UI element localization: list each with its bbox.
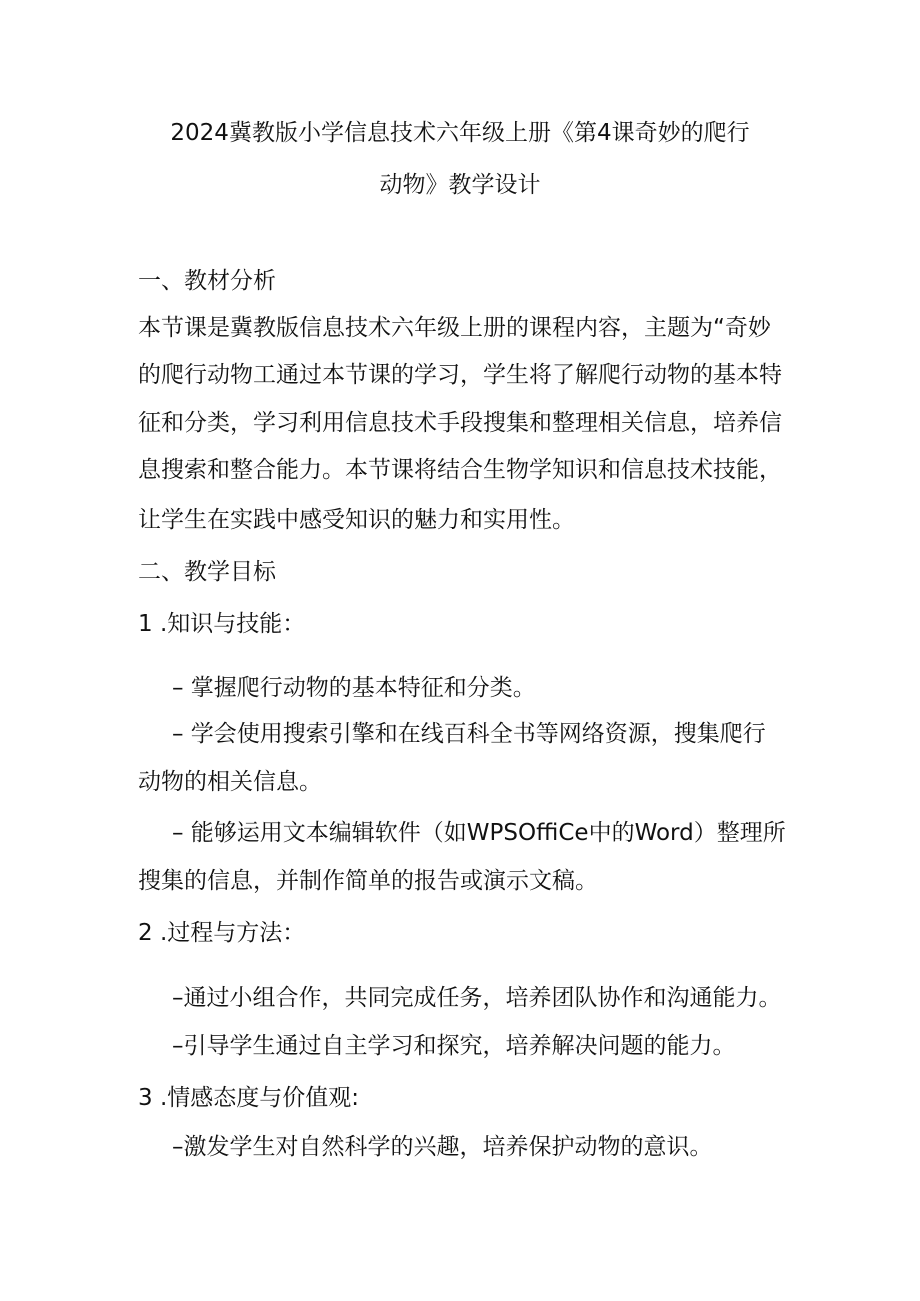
goal3-item: –激发学生对自然科学的兴趣，培养保护动物的意识。 [172,1134,713,1160]
section1-paragraph-line: 让学生在实践中感受知识的魅力和实用性。 [138,507,575,533]
goal1-item: – 学会使用搜索引擎和在线百科全书等网络资源，搜集爬行 [172,721,766,747]
goal2-heading: 2 .过程与方法： [138,920,306,946]
goal1-item-continuation: 动物的相关信息。 [138,769,322,795]
goal1-heading: 1 .知识与技能： [138,611,306,637]
goal1-item-continuation: 搜集的信息，并制作简单的报告或演示文稿。 [138,868,598,894]
goal2-item: –引导学生通过自主学习和探究，培养解决问题的能力。 [172,1033,736,1059]
document-title-line2: 动物》教学设计 [379,172,541,198]
section1-heading: 一、教材分析 [138,268,276,294]
goal3-heading: 3 .情感态度与价值观: [138,1085,360,1111]
goal1-item: – 掌握爬行动物的基本特征和分类。 [172,675,536,701]
goal2-item: –通过小组合作，共同完成任务，培养团队协作和沟通能力。 [172,985,782,1011]
document-title-line1: 2024冀教版小学信息技术六年级上册《第4课奇妙的爬行 [170,120,750,146]
section2-heading: 二、教学目标 [138,559,276,585]
goal1-item: – 能够运用文本编辑软件（如WPSOffiCe中的Word）整理所 [172,820,786,846]
section1-paragraph-line: 本节课是冀教版信息技术六年级上册的课程内容，主题为“奇妙 [138,315,771,341]
section1-paragraph-line: 征和分类，学习利用信息技术手段搜集和整理相关信息，培养信 [138,410,782,436]
section1-paragraph-line: 的爬行动物工通过本节课的学习，学生将了解爬行动物的基本特 [138,362,782,388]
section1-paragraph-line: 息搜索和整合能力。本节课将结合生物学知识和信息技术技能， [138,457,782,483]
